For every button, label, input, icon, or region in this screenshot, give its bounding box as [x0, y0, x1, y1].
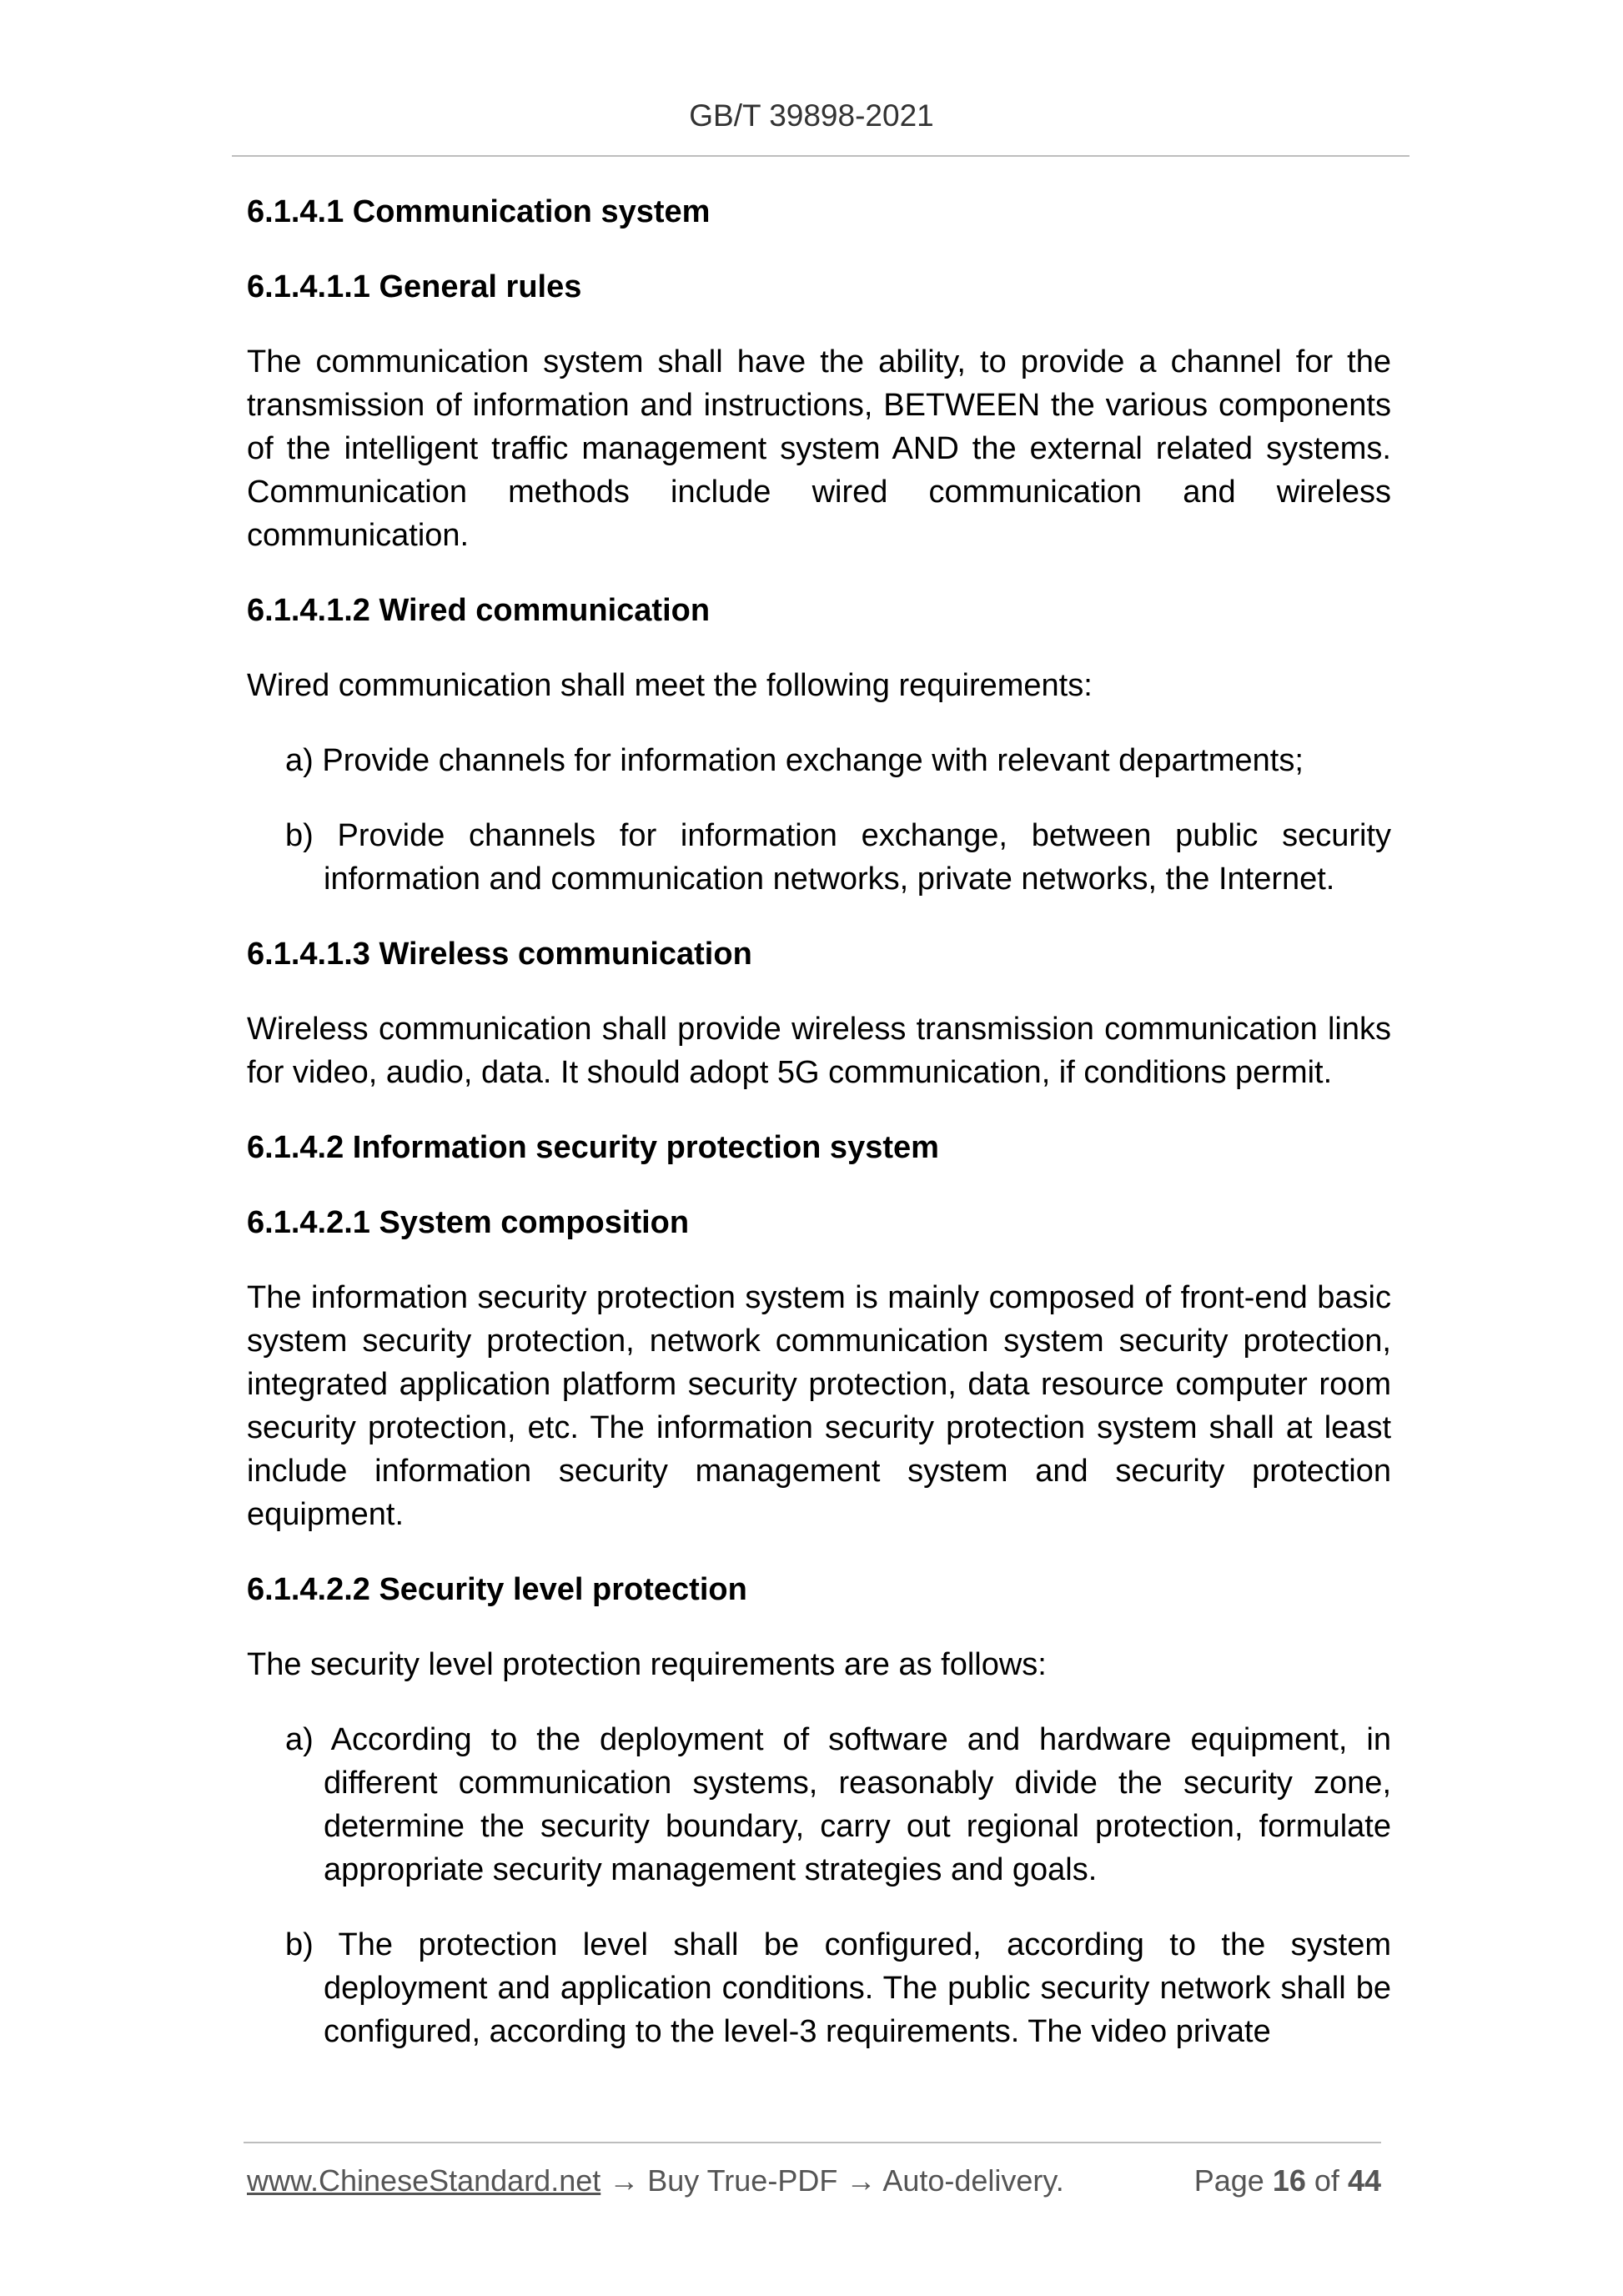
wired-communication-item-a: a) Provide channels for information exchange with relevant departments;: [285, 743, 1304, 778]
section-title-wired-communication: 6.1.4.1.2 Wired communication: [247, 593, 711, 628]
page-indicator: [1194, 2160, 1381, 2202]
section-title-system-composition: 6.1.4.2.1 System composition: [247, 1205, 690, 1240]
chinesestandard-link[interactable]: www.ChineseStandard.net: [247, 2163, 601, 2198]
header-divider: [232, 155, 1409, 157]
section-title-general-rules: 6.1.4.1.1 General rules: [247, 269, 582, 304]
general-rules-paragraph: The communication system shall have the ability, to provide a channel for the transmission of information and instructions, BETWEEN the various components of the intelligent traffic management system AND the external related systems. Communication methods include wired communication and wireless communication.: [247, 344, 1391, 553]
page-total-number: 44: [1347, 2163, 1381, 2198]
system-composition-paragraph: The information security protection system is mainly composed of front-end basic system security protection, network communication system security protection, integrated application platform security protection, data resource computer room security protection, etc. The information security protection system shall at least include information security management system and security protection equipment.: [247, 1280, 1391, 1532]
footer-promo-text: → Buy True-PDF → Auto-delivery.: [600, 2163, 1064, 2198]
wireless-communication-paragraph: Wireless communication shall provide wireless transmission communication links for video, audio, data. It should adopt 5G communication, if conditions permit.: [247, 1012, 1391, 1090]
document-body: [247, 190, 1391, 2085]
page-label: Page: [1193, 2163, 1264, 2198]
document-id-header: GB/T 39898-2021: [689, 98, 934, 133]
security-level-intro: The security level protection requirements are as follows:: [247, 1647, 1047, 1682]
security-level-item-b: b) The protection level shall be configured, according to the system deployment and application conditions. The public security network shall be configured, according to the level-3 requirements. The video private: [285, 1927, 1391, 2049]
page-footer: [247, 2160, 1381, 2202]
section-title-wireless-communication: 6.1.4.1.3 Wireless communication: [247, 937, 752, 972]
section-title-security-level-protection: 6.1.4.2.2 Security level protection: [247, 1572, 747, 1607]
section-title-information-security: 6.1.4.2 Information security protection system: [247, 1130, 939, 1165]
footer-divider: [244, 2142, 1381, 2143]
security-level-item-a: a) According to the deployment of software and hardware equipment, in different communication systems, reasonably divide the security zone, determine the security boundary, carry out regional protection, formulate appropriate security management strategies and goals.: [285, 1722, 1391, 1887]
of-label: of: [1314, 2163, 1339, 2198]
wired-communication-intro: Wired communication shall meet the following requirements:: [247, 668, 1093, 703]
section-title-communication-system: 6.1.4.1 Communication system: [247, 194, 711, 229]
page-current-number: 16: [1272, 2163, 1306, 2198]
wired-communication-item-b: b) Provide channels for information exchange, between public security information and communication networks, private networks, the Internet.: [285, 818, 1391, 897]
